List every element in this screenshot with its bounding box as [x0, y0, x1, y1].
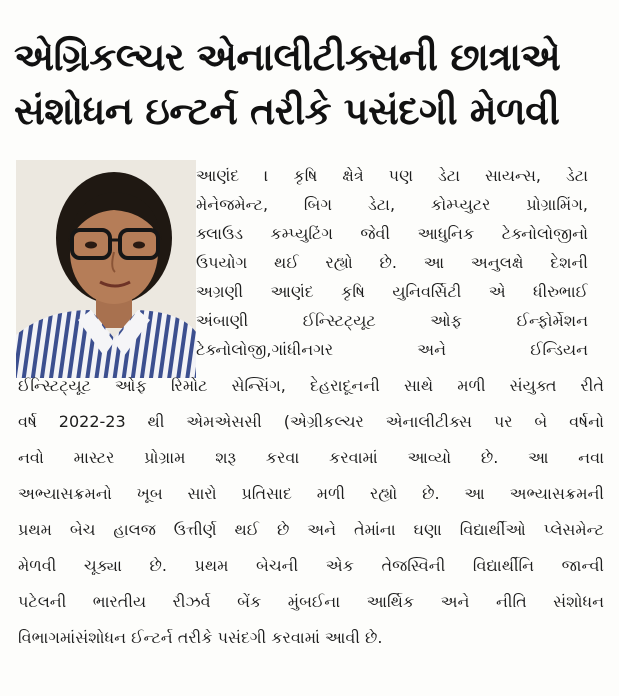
- body-line: અગ્રણી આણંદ કૃષિ યુનિવર્સિટી એ ધીરુભાઈ: [196, 282, 588, 301]
- portrait-image: [16, 160, 196, 378]
- body-line: ઉપયોગ થઈ રહ્યો છે. આ અનુલક્ષે દેશની: [196, 253, 588, 272]
- body-line: મેળવી ચૂક્યા છે. પ્રથમ બેચની એક તેજસ્વિની વિદ્યાર્થીનિ જાન્વી: [18, 556, 604, 575]
- body-line: નવો માસ્ટર પ્રોગ્રામ શરૂ કરવા કરવામાં આવ્યો છે. આ નવા: [18, 448, 604, 467]
- body-line: પટેલની ભારતીય રીઝર્વ બેંક મુંબઈના આર્થિક અને નીતિ સંશોધન: [18, 592, 604, 611]
- body-line: મેનેજમેન્ટ, બિગ ડેટા, કોમ્પ્યુટર પ્રોગ્રામિંગ,: [196, 195, 588, 214]
- student-photo: [16, 160, 196, 378]
- body-line: વર્ષ 2022-23 થી એમએસસી (એગ્રીકલ્ચર એનાલીટીક્સ પર બે વર્ષનો: [18, 412, 604, 431]
- headline-line-2: સંશોધન ઇન્ટર્ન તરીકે પસંદગી મેળવી: [14, 89, 560, 133]
- headline: [14, 30, 609, 138]
- body-line: પ્રથમ બેચ હાલજ ઉત્તીર્ણ થઈ છે અને તેમાંના ઘણા વિદ્યાર્થીઓ પ્લેસમેન્ટ: [18, 520, 604, 539]
- body-line: ટેક્નોલોજી,ગાંધીનગર અને ઈન્ડિયન: [196, 340, 588, 359]
- headline-line-1: એગ્રિકલ્ચર એનાલીટીક્સની છાત્રાએ: [14, 35, 561, 79]
- body-line: વિભાગમાંસંશોધન ઈન્ટર્ન તરીકે પસંદગી કરવામાં આવી છે.: [18, 628, 383, 647]
- body-line: ક્લાઉડ કમ્પ્યુટિંગ જેવી આધુનિક ટેક્નોલોજીનો: [196, 224, 588, 243]
- body-line: અભ્યાસક્રમનો ખૂબ સારો પ્રતિસાદ મળી રહ્યો છે. આ અભ્યાસક્રમની: [18, 484, 604, 503]
- body-line: આણંદ । કૃષિ ક્ષેત્રે પણ ડેટા સાયન્સ, ડેટા: [196, 166, 588, 185]
- body-line: ઈન્સ્ટિટ્યૂટ ઓફ રિમોટ સેન્સિંગ, દેહરાદૂનની સાથે મળી સંયુક્ત રીતે: [18, 376, 604, 395]
- body-line: અંબાણી ઈન્સ્ટિટ્યૂટ ઓફ ઈન્ફોર્મેશન: [196, 311, 588, 330]
